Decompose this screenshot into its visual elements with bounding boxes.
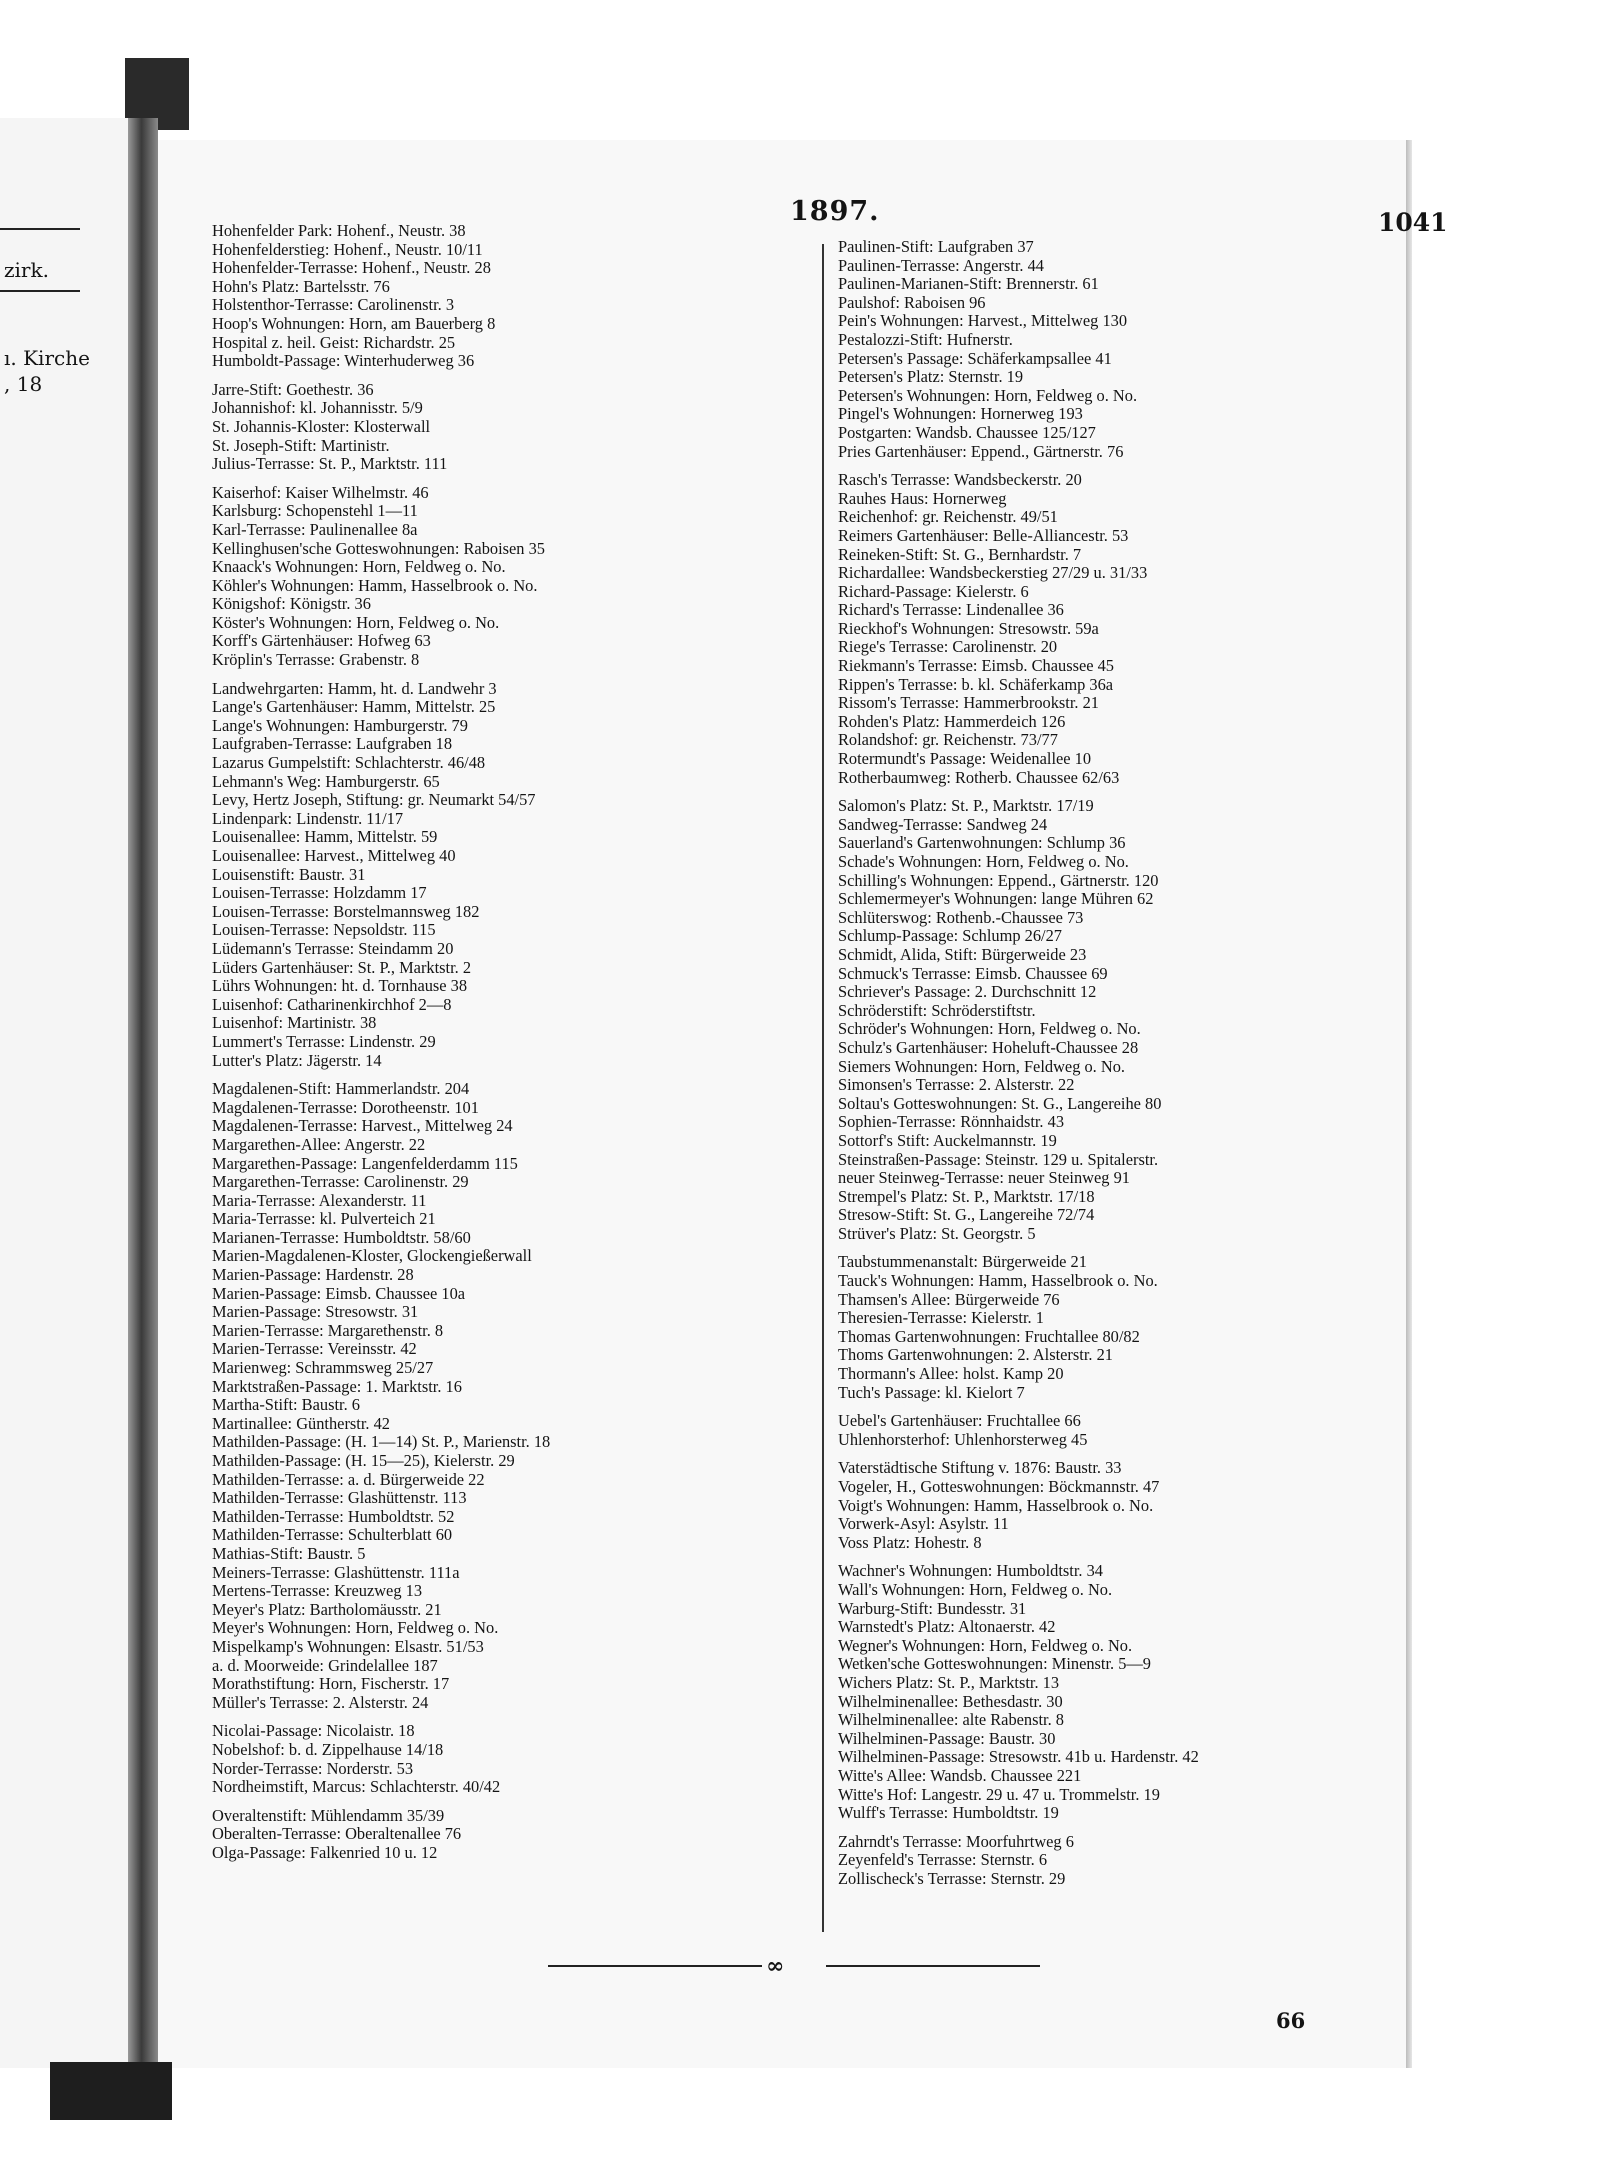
ornament-glyph: ∞ (766, 1953, 785, 1979)
directory-entry: Schade's Wohnungen: Horn, Feldweg o. No. (838, 853, 1129, 871)
directory-entry: Lüders Gartenhäuser: St. P., Marktstr. 2 (212, 958, 472, 977)
directory-entry: Hohenfelder Park: Hohenf., Neustr. 38 (212, 222, 466, 240)
directory-entry: Tauck's Wohnungen: Hamm, Hasselbrook o. No. (838, 1272, 1158, 1291)
directory-entry: Landwehrgarten: Hamm, ht. d. Landwehr 3 (212, 679, 497, 698)
directory-entry: Strüver's Platz: St. Georgstr. 5 (838, 1224, 1036, 1243)
directory-entry: Richard-Passage: Kielerstr. 6 (838, 582, 1029, 601)
directory-entry: Lange's Wohnungen: Hamburgerstr. 79 (212, 716, 468, 735)
directory-entry: Magdalenen-Terrasse: Dorotheenstr. 101 (212, 1098, 479, 1117)
directory-entry: Lindenpark: Lindenstr. 11/17 (212, 809, 404, 828)
directory-entry: Wegner's Wohnungen: Horn, Feldweg o. No. (838, 1636, 1133, 1655)
directory-entry: Johannishof: kl. Johannisstr. 5/9 (212, 399, 423, 418)
directory-entry: Voss Platz: Hohestr. 8 (838, 1533, 982, 1552)
directory-entry: Mathilden-Terrasse: Schulterblatt 60 (212, 1526, 453, 1545)
directory-entry: Wilhelminenallee: Bethesdastr. 30 (838, 1692, 1063, 1711)
directory-entry: Schröderstift: Schröderstiftstr. (838, 1001, 1036, 1020)
directory-entry: Postgarten: Wandsb. Chaussee 125/127 (838, 423, 1096, 442)
directory-entry: Warburg-Stift: Bundesstr. 31 (838, 1599, 1027, 1618)
directory-entry: Marien-Passage: Hardenstr. 28 (212, 1266, 414, 1285)
directory-entry: Marianen-Terrasse: Humboldtstr. 58/60 (212, 1228, 471, 1247)
directory-entry: St. Johannis-Kloster: Klosterwall (212, 417, 431, 436)
section-gap (212, 1712, 812, 1722)
directory-entry: Hohn's Platz: Bartelsstr. 76 (212, 277, 390, 296)
directory-entry: Sauerland's Gartenwohnungen: Schlump 36 (838, 834, 1126, 853)
directory-entry: Köster's Wohnungen: Horn, Feldweg o. No. (212, 613, 500, 632)
column-divider (822, 244, 824, 1932)
section-gap (212, 1070, 812, 1080)
directory-entry: Mertens-Terrasse: Kreuzweg 13 (212, 1582, 423, 1601)
directory-entry: Kaiserhof: Kaiser Wilhelmstr. 46 (212, 483, 429, 502)
page-number: 1041 (1378, 208, 1448, 237)
left-page-edge (0, 118, 128, 2068)
directory-entry: Witte's Hof: Langestr. 29 u. 47 u. Trommelstr. 19 (838, 1785, 1160, 1804)
directory-entry: Simonsen's Terrasse: 2. Alsterstr. 22 (838, 1076, 1075, 1095)
left-page-fragment: ı. Kirche (4, 346, 90, 370)
directory-entry: Schlüterswog: Rothenb.-Chaussee 73 (838, 908, 1084, 927)
directory-entry: Jarre-Stift: Goethestr. 36 (212, 380, 374, 399)
directory-entry: Reimers Gartenhäuser: Belle-Alliancestr. 53 (838, 526, 1129, 545)
directory-entry: Luisenhof: Martinistr. 38 (212, 1014, 377, 1033)
directory-entry: Wilhelminen-Passage: Stresowstr. 41b u. Hardenstr. 42 (838, 1748, 1199, 1767)
section-gap (838, 1552, 1398, 1562)
directory-entry: Mathilden-Passage: (H. 15—25), Kielerstr. 29 (212, 1452, 515, 1470)
section-gap (212, 670, 812, 680)
left-page-rule (0, 228, 80, 230)
directory-entry: Paulinen-Marianen-Stift: Brennerstr. 61 (838, 275, 1099, 294)
directory-entry: Thoms Gartenwohnungen: 2. Alsterstr. 21 (838, 1346, 1113, 1365)
book-spine (128, 118, 158, 2068)
directory-entry: Thamsen's Allee: Bürgerweide 76 (838, 1290, 1060, 1309)
directory-entry: Rieckhof's Wohnungen: Stresowstr. 59a (838, 619, 1099, 638)
directory-entry: Pingel's Wohnungen: Hornerweg 193 (838, 405, 1083, 424)
directory-entry: Louisen-Terrasse: Borstelmannsweg 182 (212, 902, 480, 921)
directory-entry: Tuch's Passage: kl. Kielort 7 (838, 1383, 1025, 1402)
directory-entry: a. d. Moorweide: Grindelallee 187 (212, 1656, 438, 1675)
directory-entry: Wichers Platz: St. P., Marktstr. 13 (838, 1673, 1060, 1692)
directory-entry: Richard's Terrasse: Lindenallee 36 (838, 601, 1064, 620)
directory-entry: Wulff's Terrasse: Humboldtstr. 19 (838, 1804, 1059, 1823)
directory-entry: Marien-Passage: Eimsb. Chaussee 10a (212, 1284, 466, 1303)
directory-entry: Sandweg-Terrasse: Sandweg 24 (838, 815, 1048, 834)
directory-entry: Siemers Wohnungen: Horn, Feldweg o. No. (838, 1057, 1126, 1076)
section-gap (212, 1797, 812, 1807)
directory-entry: Overaltenstift: Mühlendamm 35/39 (212, 1806, 445, 1825)
directory-entry: Wachner's Wohnungen: Humboldtstr. 34 (838, 1562, 1103, 1581)
directory-entry: Pein's Wohnungen: Harvest., Mittelweg 130 (838, 312, 1128, 331)
directory-entry: Maria-Terrasse: Alexanderstr. 11 (212, 1191, 427, 1210)
directory-entry: Martha-Stift: Baustr. 6 (212, 1396, 360, 1415)
directory-column-right (838, 238, 1398, 1888)
directory-entry: Reichenhof: gr. Reichenstr. 49/51 (838, 508, 1058, 527)
directory-entry: Stresow-Stift: St. G., Langereihe 72/74 (838, 1206, 1095, 1225)
directory-entry: Pestalozzi-Stift: Hufnerstr. (838, 330, 1013, 349)
directory-entry: Königshof: Königstr. 36 (212, 595, 371, 614)
directory-entry: Uhlenhorsterhof: Uhlenhorsterweg 45 (838, 1430, 1088, 1449)
directory-entry: Nordheimstift, Marcus: Schlachterstr. 40/42 (212, 1778, 501, 1797)
directory-entry: Schilling's Wohnungen: Eppend., Gärtnerstr. 120 (838, 871, 1159, 890)
directory-entry: Lührs Wohnungen: ht. d. Tornhause 38 (212, 977, 468, 996)
directory-entry: Richardallee: Wandsbeckerstieg 27/29 u. 31/33 (838, 564, 1148, 583)
directory-entry: Lüdemann's Terrasse: Steindamm 20 (212, 939, 454, 958)
directory-entry: Sophien-Terrasse: Rönnhaidstr. 43 (838, 1113, 1065, 1132)
directory-entry: Wetken'sche Gotteswohnungen: Minenstr. 5—9 (838, 1655, 1152, 1674)
directory-entry: Holstenthor-Terrasse: Carolinenstr. 3 (212, 296, 455, 315)
directory-entry: Marienweg: Schrammsweg 25/27 (212, 1359, 434, 1378)
directory-entry: Müller's Terrasse: 2. Alsterstr. 24 (212, 1693, 429, 1712)
directory-entry: Magdalenen-Stift: Hammerlandstr. 204 (212, 1080, 470, 1099)
directory-entry: Louisen-Terrasse: Nepsoldstr. 115 (212, 921, 436, 940)
directory-entry: Louisenstift: Baustr. 31 (212, 865, 366, 884)
directory-entry: Lummert's Terrasse: Lindenstr. 29 (212, 1032, 436, 1051)
directory-entry: Julius-Terrasse: St. P., Marktstr. 111 (212, 455, 448, 474)
directory-entry: Norder-Terrasse: Norderstr. 53 (212, 1759, 414, 1778)
directory-entry: Hoop's Wohnungen: Horn, am Bauerberg 8 (212, 314, 496, 333)
directory-entry: Petersen's Platz: Sternstr. 19 (838, 368, 1024, 387)
directory-entry: St. Joseph-Stift: Martinistr. (212, 436, 390, 455)
left-page-rule (0, 290, 80, 292)
directory-entry: Zahrndt's Terrasse: Moorfuhrtweg 6 (838, 1832, 1074, 1851)
directory-entry: Schriever's Passage: 2. Durchschnitt 12 (838, 983, 1097, 1002)
section-gap (838, 787, 1398, 797)
directory-entry: Vorwerk-Asyl: Asylstr. 11 (838, 1515, 1009, 1534)
directory-entry: Schlemermeyer's Wohnungen: lange Mühren 62 (838, 890, 1154, 909)
directory-entry: Margarethen-Allee: Angerstr. 22 (212, 1135, 426, 1154)
directory-entry: Louisenallee: Harvest., Mittelweg 40 (212, 847, 456, 865)
directory-entry: Mathilden-Terrasse: Humboldtstr. 52 (212, 1507, 455, 1526)
directory-entry: Hospital z. heil. Geist: Richardstr. 25 (212, 333, 456, 352)
directory-entry: Magdalenen-Terrasse: Harvest., Mittelweg 24 (212, 1117, 513, 1136)
section-gap (838, 1823, 1398, 1833)
directory-entry: Köhler's Wohnungen: Hamm, Hasselbrook o. No. (212, 576, 538, 595)
directory-entry: Levy, Hertz Joseph, Stiftung: gr. Neumarkt 54/57 (212, 791, 536, 810)
directory-entry: Sottorf's Stift: Auckelmannstr. 19 (838, 1131, 1057, 1150)
directory-entry: Mathias-Stift: Baustr. 5 (212, 1544, 366, 1563)
directory-entry: Taubstummenanstalt: Bürgerweide 21 (838, 1253, 1087, 1272)
directory-entry: Rotherbaumweg: Rotherb. Chaussee 62/63 (838, 768, 1120, 787)
directory-entry: Humboldt-Passage: Winterhuderweg 36 (212, 352, 475, 371)
directory-entry: Petersen's Wohnungen: Horn, Feldweg o. No. (838, 386, 1138, 405)
directory-entry: Mathilden-Passage: (H. 1—14) St. P., Marienstr. 18 (212, 1433, 551, 1452)
directory-entry: Uebel's Gartenhäuser: Fruchtallee 66 (838, 1412, 1081, 1431)
directory-entry: Meyer's Wohnungen: Horn, Feldweg o. No. (212, 1619, 499, 1638)
directory-entry: Zeyenfeld's Terrasse: Sternstr. 6 (838, 1851, 1048, 1870)
directory-entry: Theresien-Terrasse: Kielerstr. 1 (838, 1309, 1044, 1328)
directory-entry: Pries Gartenhäuser: Eppend., Gärtnerstr. 76 (838, 442, 1124, 461)
left-page-fragment: , 18 (4, 372, 43, 396)
directory-entry: Vaterstädtische Stiftung v. 1876: Baustr. 33 (838, 1459, 1122, 1478)
directory-entry: Paulinen-Terrasse: Angerstr. 44 (838, 256, 1044, 275)
directory-entry: Wilhelminen-Passage: Baustr. 30 (838, 1729, 1056, 1748)
directory-entry: Rasch's Terrasse: Wandsbeckerstr. 20 (838, 471, 1082, 490)
directory-entry: Voigt's Wohnungen: Hamm, Hasselbrook o. No. (838, 1496, 1154, 1515)
directory-entry: Rohden's Platz: Hammerdeich 126 (838, 712, 1066, 731)
directory-entry: Schmidt, Alida, Stift: Bürgerweide 23 (838, 945, 1087, 964)
directory-entry: Lutter's Platz: Jägerstr. 14 (212, 1051, 382, 1070)
directory-entry: Wilhelminenallee: alte Rabenstr. 8 (838, 1711, 1065, 1730)
directory-entry: Nicolai-Passage: Nicolaistr. 18 (212, 1722, 415, 1741)
directory-entry: Thomas Gartenwohnungen: Fruchtallee 80/82 (838, 1327, 1140, 1346)
directory-entry: Korff's Gärtenhäuser: Hofweg 63 (212, 632, 431, 651)
directory-entry: Hohenfelderstieg: Hohenf., Neustr. 10/11 (212, 240, 483, 259)
directory-entry: Steinstraßen-Passage: Steinstr. 129 u. Spitalerstr. (838, 1150, 1159, 1169)
directory-entry: Rolandshof: gr. Reichenstr. 73/77 (838, 731, 1058, 750)
directory-entry: Lehmann's Weg: Hamburgerstr. 65 (212, 772, 440, 791)
section-gap (838, 1402, 1398, 1412)
directory-entry: Oberalten-Terrasse: Oberaltenallee 76 (212, 1825, 462, 1844)
left-page-fragment: zirk. (4, 258, 49, 282)
directory-entry: Hohenfelder-Terrasse: Hohenf., Neustr. 28 (212, 259, 491, 278)
section-gap (838, 461, 1398, 471)
ornament-rule-right (826, 1965, 1040, 1967)
directory-entry: Margarethen-Terrasse: Carolinenstr. 29 (212, 1173, 469, 1192)
section-gap (838, 1449, 1398, 1459)
directory-entry: Rauhes Haus: Hornerweg (838, 489, 1007, 508)
directory-entry: Margarethen-Passage: Langenfelderdamm 115 (212, 1154, 518, 1173)
directory-entry: Strempel's Platz: St. P., Marktstr. 17/18 (838, 1187, 1095, 1206)
directory-entry: Marktstraßen-Passage: 1. Marktstr. 16 (212, 1377, 462, 1396)
directory-entry: Schröder's Wohnungen: Horn, Feldweg o. No. (838, 1020, 1141, 1039)
directory-entry: Louisenallee: Hamm, Mittelstr. 59 (212, 828, 438, 847)
directory-entry: Laufgraben-Terrasse: Laufgraben 18 (212, 735, 453, 754)
directory-entry: Mispelkamp's Wohnungen: Elsastr. 51/53 (212, 1637, 484, 1656)
directory-entry: Schmuck's Terrasse: Eimsb. Chaussee 69 (838, 964, 1108, 983)
end-ornament (548, 1953, 1040, 1979)
directory-entry: Mathilden-Terrasse: Glashüttenstr. 113 (212, 1489, 467, 1508)
directory-entry: Knaack's Wohnungen: Horn, Feldweg o. No. (212, 558, 506, 577)
directory-entry: Soltau's Gotteswohnungen: St. G., Langereihe 80 (838, 1094, 1162, 1113)
directory-entry: Martinallee: Güntherstr. 42 (212, 1414, 390, 1433)
directory-entry: Olga-Passage: Falkenried 10 u. 12 (212, 1843, 438, 1862)
directory-entry: Wall's Wohnungen: Horn, Feldweg o. No. (838, 1580, 1113, 1599)
directory-entry: Zollischeck's Terrasse: Sternstr. 29 (838, 1869, 1066, 1888)
directory-entry: Schulz's Gartenhäuser: Hoheluft-Chaussee 28 (838, 1038, 1139, 1057)
directory-entry: Riege's Terrasse: Carolinenstr. 20 (838, 638, 1058, 657)
directory-entry: Morathstiftung: Horn, Fischerstr. 17 (212, 1675, 450, 1694)
ornament-rule-left (548, 1965, 762, 1967)
directory-entry: Marien-Terrasse: Margarethenstr. 8 (212, 1321, 444, 1340)
directory-entry: Mathilden-Terrasse: a. d. Bürgerweide 22 (212, 1470, 485, 1489)
directory-entry: Vogeler, H., Gotteswohnungen: Böckmannstr. 47 (838, 1478, 1160, 1496)
directory-entry: Warnstedt's Platz: Altonaerstr. 42 (838, 1618, 1056, 1637)
directory-entry: Marien-Terrasse: Vereinsstr. 42 (212, 1340, 417, 1359)
directory-entry: Salomon's Platz: St. P., Marktstr. 17/19 (838, 797, 1094, 816)
directory-entry: Karlsburg: Schopenstehl 1—11 (212, 502, 418, 521)
directory-entry: Reineken-Stift: St. G., Bernhardstr. 7 (838, 545, 1082, 564)
directory-entry: Paulinen-Stift: Laufgraben 37 (838, 238, 1034, 256)
directory-entry: Thormann's Allee: holst. Kamp 20 (838, 1365, 1064, 1384)
directory-entry: Rissom's Terrasse: Hammerbrookstr. 21 (838, 694, 1099, 713)
directory-entry: Petersen's Passage: Schäferkampsallee 41 (838, 349, 1112, 368)
section-gap (212, 371, 812, 381)
binding-tab-bottom (50, 2062, 172, 2120)
directory-column-left (212, 222, 812, 1862)
signature-mark: 66 (1276, 2008, 1306, 2033)
directory-entry: Marien-Magdalenen-Kloster, Glockengießerwall (212, 1247, 532, 1266)
directory-entry: Meiners-Terrasse: Glashüttenstr. 111a (212, 1563, 460, 1582)
directory-entry: Louisen-Terrasse: Holzdamm 17 (212, 884, 427, 903)
directory-entry: Schlump-Passage: Schlump 26/27 (838, 927, 1062, 946)
directory-entry: Rippen's Terrasse: b. kl. Schäferkamp 36a (838, 675, 1114, 694)
directory-entry: Meyer's Platz: Bartholomäusstr. 21 (212, 1600, 442, 1619)
directory-entry: Marien-Passage: Stresowstr. 31 (212, 1303, 419, 1322)
directory-entry: Kröplin's Terrasse: Grabenstr. 8 (212, 651, 420, 670)
section-gap (838, 1243, 1398, 1253)
directory-entry: Kellinghusen'sche Gotteswohnungen: Raboisen 35 (212, 539, 545, 558)
directory-entry: Maria-Terrasse: kl. Pulverteich 21 (212, 1210, 436, 1229)
section-gap (212, 474, 812, 484)
directory-entry: Riekmann's Terrasse: Eimsb. Chaussee 45 (838, 657, 1114, 676)
page-year: 1897. (790, 196, 880, 227)
directory-entry: Karl-Terrasse: Paulinenallee 8a (212, 520, 418, 539)
directory-entry: neuer Steinweg-Terrasse: neuer Steinweg 91 (838, 1169, 1130, 1188)
directory-entry: Paulshof: Raboisen 96 (838, 293, 986, 312)
right-page-edge (1406, 140, 1412, 2068)
directory-entry: Lange's Gartenhäuser: Hamm, Mittelstr. 25 (212, 698, 496, 717)
directory-entry: Lazarus Gumpelstift: Schlachterstr. 46/48 (212, 754, 486, 773)
directory-entry: Luisenhof: Catharinenkirchhof 2—8 (212, 995, 452, 1014)
directory-entry: Witte's Allee: Wandsb. Chaussee 221 (838, 1766, 1082, 1785)
directory-entry: Rotermundt's Passage: Weidenallee 10 (838, 750, 1092, 769)
directory-entry: Nobelshof: b. d. Zippelhause 14/18 (212, 1740, 444, 1759)
